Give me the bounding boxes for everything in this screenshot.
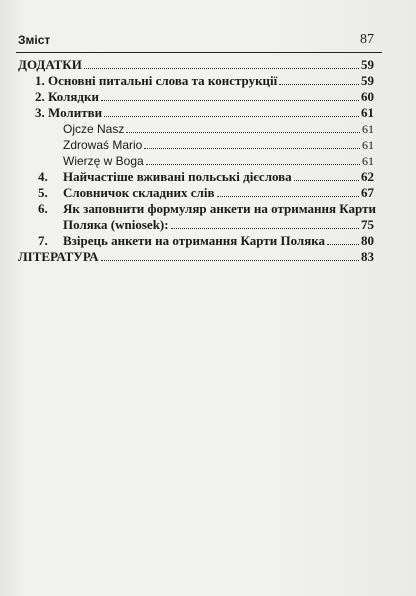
header-rule <box>16 52 382 53</box>
toc-entry-7 <box>63 233 374 249</box>
toc-entry-page: 80 <box>361 233 374 248</box>
toc-entry-title: ДОДАТКИ <box>18 57 82 72</box>
toc-leader-dots <box>171 228 359 229</box>
toc-leader-dots <box>101 100 359 101</box>
toc-entry-7-number: 7. <box>38 233 48 248</box>
toc-entry-page: 60 <box>361 89 374 104</box>
toc-entry-6-title-line1: Як заповнити формуляр анкети на отримання Карти <box>63 201 376 216</box>
toc-entry-3 <box>35 105 374 121</box>
toc-leader-dots <box>101 260 360 261</box>
toc-entry-2 <box>35 89 374 105</box>
toc-entry-title: 3. Молитви <box>35 105 103 120</box>
toc-entry-title: ЛІТЕРАТУРА <box>18 249 99 264</box>
toc-subentry-prayer-3 <box>63 153 374 169</box>
toc-entry-page: 61 <box>362 138 374 152</box>
toc-entry-title: 1. Основні питальні слова та конструкції <box>35 73 278 88</box>
toc-leader-dots <box>126 132 360 133</box>
toc-entry-page: 61 <box>362 154 374 168</box>
toc-entry-title: Взірець анкети на отримання Карти Поляка <box>63 233 326 248</box>
toc-leader-dots <box>327 244 359 245</box>
toc-leader-dots <box>217 196 360 197</box>
toc-entry-4 <box>63 169 374 185</box>
toc-entry-page: 75 <box>361 217 374 232</box>
toc-entry-page: 83 <box>361 249 374 264</box>
toc-entry-1 <box>35 73 374 89</box>
toc-entry-page: 61 <box>362 122 374 136</box>
toc-entry-title: Ojcze Nasz <box>63 122 125 136</box>
toc-entry-page: 59 <box>361 73 374 88</box>
toc-subentry-prayer-2 <box>63 137 374 153</box>
toc-leader-dots <box>146 164 360 165</box>
toc-entry-title: Zdrowaś Mario <box>63 138 143 152</box>
toc-entry-page: 59 <box>361 57 374 72</box>
toc-subentry-prayer-1 <box>63 121 374 137</box>
toc-entry-appendix <box>18 57 374 73</box>
toc-entry-5 <box>63 185 374 201</box>
toc-leader-dots <box>104 116 359 117</box>
toc-entry-title-line2: Поляка (wniosek): <box>63 217 169 232</box>
toc-entry-5-number: 5. <box>38 185 48 200</box>
page-number: 87 <box>360 32 374 47</box>
toc-entry-4-number: 4. <box>38 169 48 184</box>
running-header-title: Зміст <box>18 33 51 47</box>
toc-entry-page: 62 <box>361 169 374 184</box>
toc-entry-title: Wierzę w Boga <box>63 154 144 168</box>
toc-entry-title: 2. Колядки <box>35 89 99 104</box>
toc-entry-page: 67 <box>361 185 374 200</box>
toc-leader-dots <box>279 84 359 85</box>
toc-entry-title: Найчастіше вживані польські дієслова <box>63 169 292 184</box>
toc-leader-dots <box>84 68 359 69</box>
toc-leader-dots <box>294 180 359 181</box>
toc-entry-title: Словничок складних слів <box>63 185 215 200</box>
toc-entry-6-number: 6. <box>38 201 48 216</box>
toc-entry-6 <box>63 217 374 233</box>
toc-leader-dots <box>144 148 360 149</box>
toc-entry-page: 61 <box>361 105 374 120</box>
toc-entry-literature <box>18 249 374 265</box>
